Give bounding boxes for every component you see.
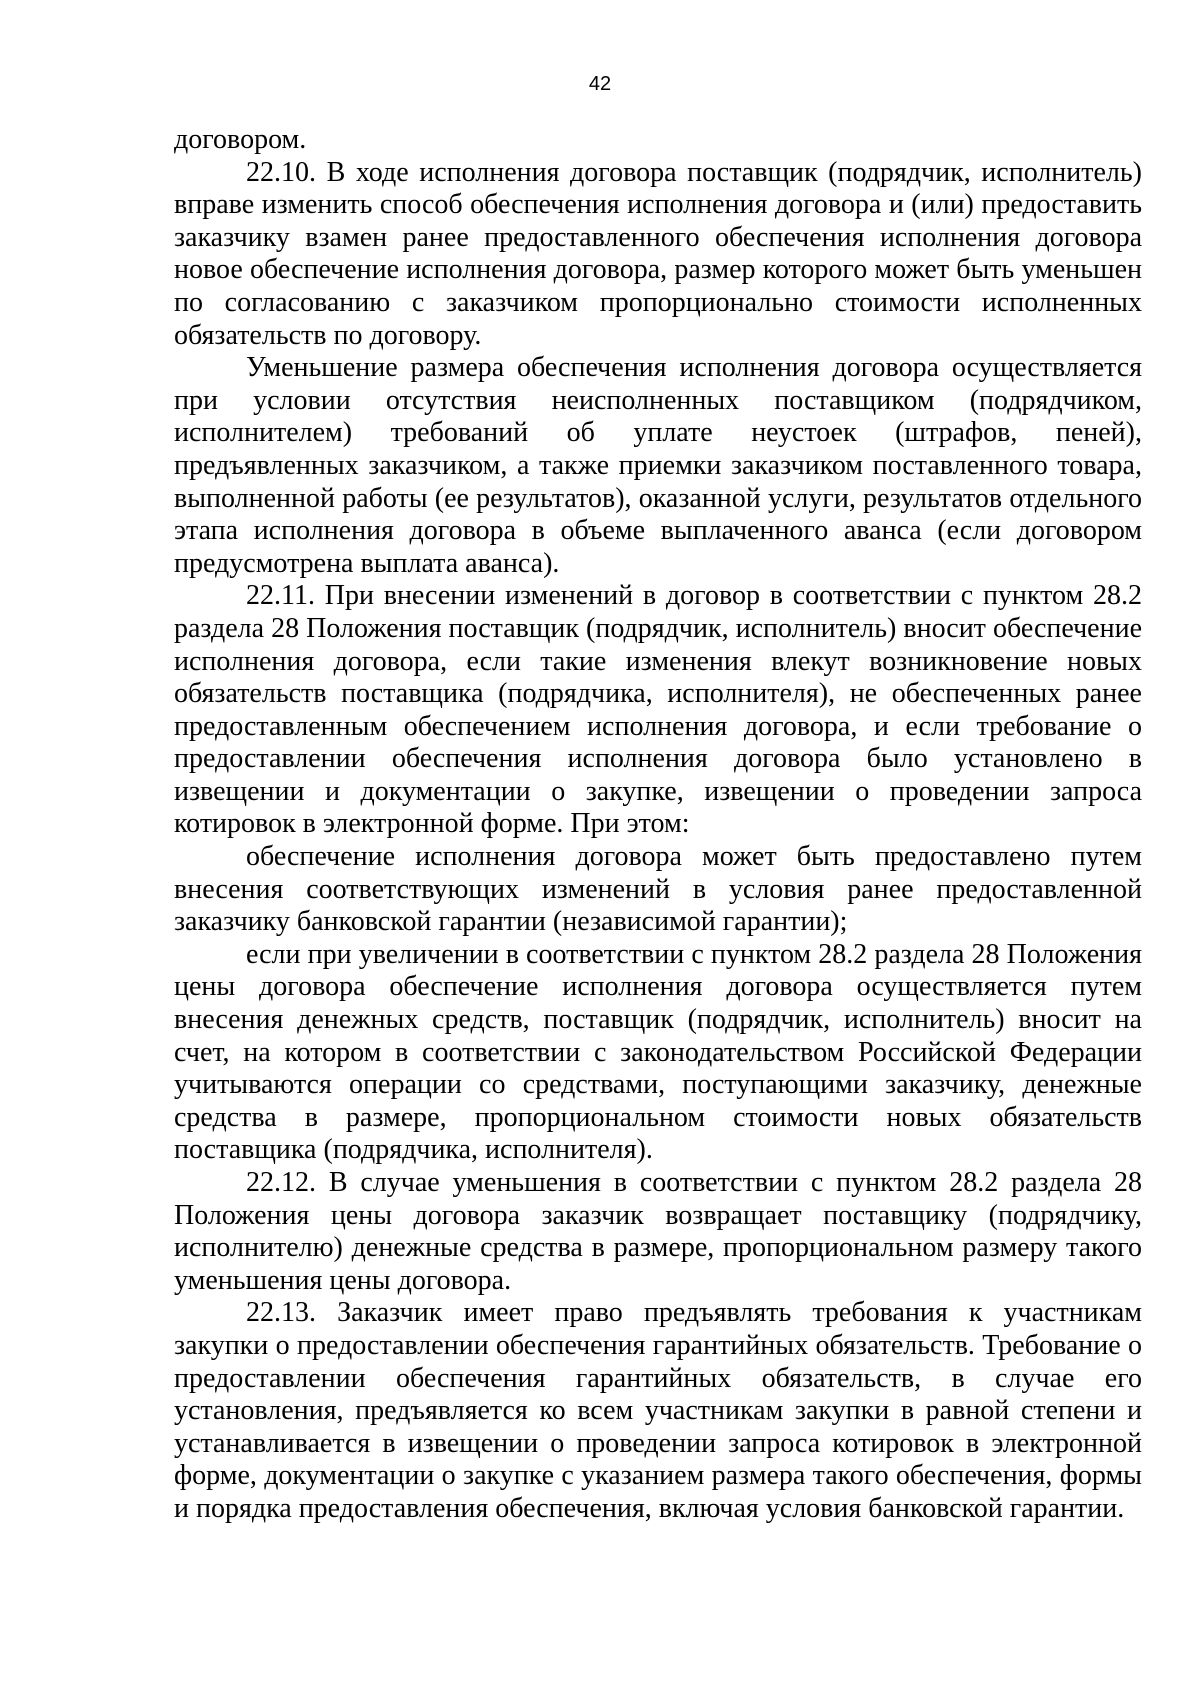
paragraph-price-increase: если при увеличении в соответствии с пунктом 28.2 раздела 28 Положения цены договора обеспечение исполнения договора осуществляется путем внесения денежных средств, поставщик (подрядчик, исполнитель) вносит на счет, на котором в соответствии с законодательством Российской Федерации учитываются операции со средствами, поступающими заказчику, денежные средства в размере, пропорциональном стоимости новых обязательств поставщика (подрядчика, исполнителя). xyxy=(174,938,1142,1166)
paragraph-22-12: 22.12. В случае уменьшения в соответствии с пунктом 28.2 раздела 28 Положения цены договора заказчик возвращает поставщику (подрядчику, исполнителю) денежные средства в размере, пропорциональном размеру такого уменьшения цены договора. xyxy=(174,1167,1142,1296)
paragraph-22-13: 22.13. Заказчик имеет право предъявлять требования к участникам закупки о предоставлении обеспечения гарантийных обязательств. Требование о предоставлении обеспечения гарантийных обязательств, в случае его установления, предъявляется ко всем участникам закупки в равной степени и устанавливается в извещении о проведении запроса котировок в электронной форме, документации о закупке с указанием размера такого обеспечения, формы и порядка предоставления обеспечения, включая условия банковской гарантии. xyxy=(174,1297,1142,1524)
paragraph-continuation: договором. xyxy=(174,124,307,155)
paragraph-guarantee-reduction: Уменьшение размера обеспечения исполнения договора осуществляется при условии отсутствия неисполненных поставщиком (подрядчиком, исполнителем) требований об уплате неустоек (штрафов, пеней), предъявленных заказчиком, а также приемки заказчиком поставленного товара, выполненной работы (ее результатов), оказанной услуги, результатов отдельного этапа исполнения договора в объеме выплаченного аванса (если договором предусмотрена выплата аванса). xyxy=(174,352,1142,579)
document-body xyxy=(174,124,1142,1526)
paragraph-bank-guarantee-change: обеспечение исполнения договора может быть предоставлено путем внесения соответствующих изменений в условия ранее предоставленной заказчику банковской гарантии (независимой гарантии); xyxy=(174,841,1142,938)
page-number: 42 xyxy=(588,73,612,95)
paragraph-22-11: 22.11. При внесении изменений в договор в соответствии с пунктом 28.2 раздела 28 Положения поставщик (подрядчик, исполнитель) вносит обеспечение исполнения договора, если такие изменения влекут возникновение новых обязательств поставщика (подрядчика, исполнителя), не обеспеченных ранее предоставленным обеспечением исполнения договора, и если требование о предоставлении обеспечения исполнения договора было установлено в извещении и документации о закупке, извещении о проведении запроса котировок в электронной форме. При этом: xyxy=(174,580,1142,840)
paragraph-22-10: 22.10. В ходе исполнения договора поставщик (подрядчик, исполнитель) вправе изменить способ обеспечения исполнения договора и (или) предоставить заказчику взамен ранее предоставленного обеспечения исполнения договора новое обеспечение исполнения договора, размер которого может быть уменьшен по согласованию с заказчиком пропорционально стоимости исполненных обязательств по договору. xyxy=(174,156,1142,351)
